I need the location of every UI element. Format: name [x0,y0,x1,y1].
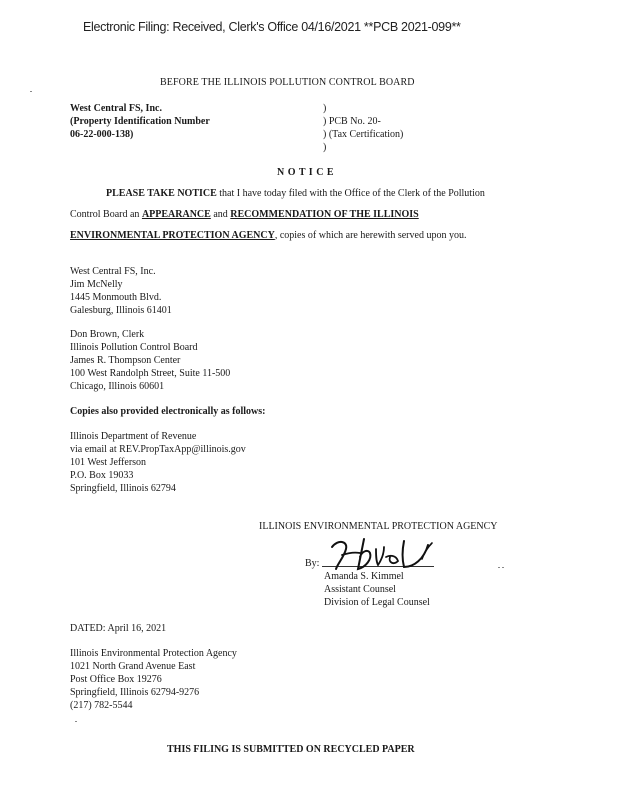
notice-title: N O T I C E [277,167,335,178]
notice-line-1-rest: that I have today filed with the Office of the Clerk of the Pollution [216,188,485,199]
address-line: Springfield, Illinois 62794 [70,483,176,494]
address-line: 100 West Randolph Street, Suite 11-500 [70,368,231,379]
notice-line-3 [70,229,466,242]
address-line: 101 West Jefferson [70,457,147,468]
address-line: P.O. Box 19033 [70,470,134,481]
address-line: Springfield, Illinois 62794-9276 [70,687,200,698]
caption-paren-2: ) [323,142,327,153]
address-line: via email at REV.PropTaxApp@illinois.gov [70,444,246,455]
notice-line-2-mid: and [210,209,231,220]
pin-number: 06-22-000-138) [70,129,134,140]
address-line: Illinois Department of Revenue [70,431,197,442]
address-line: 1445 Monmouth Blvd. [70,292,162,303]
caption-paren-1: ) [323,103,327,114]
signatory-name: Amanda S. Kimmel [324,571,404,582]
scan-speck [75,721,77,722]
agency-doc-title: ENVIRONMENTAL PROTECTION AGENCY [70,230,275,241]
address-line: 1021 North Grand Avenue East [70,661,196,672]
address-line: Illinois Pollution Control Board [70,342,198,353]
address-line: Don Brown, Clerk [70,329,145,340]
scan-speck [502,567,504,568]
filing-stamp: Electronic Filing: Received, Clerk's Office 04/16/2021 **PCB 2021-099** [83,20,461,34]
address-line: Galesburg, Illinois 61401 [70,305,172,316]
address-line: James R. Thompson Center [70,355,181,366]
scan-speck [30,91,32,92]
by-label: By: [305,558,320,569]
notice-line-3-rest: , copies of which are herewith served upon you. [274,230,467,241]
scan-speck [498,567,500,568]
board-heading: BEFORE THE ILLINOIS POLLUTION CONTROL BOARD [160,77,415,88]
copies-heading: Copies also provided electronically as follows: [70,406,266,417]
address-block-clerk [70,328,230,393]
pin-label: (Property Identification Number [70,116,210,127]
address-line: (217) 782-5544 [70,700,133,711]
agency-name: ILLINOIS ENVIRONMENTAL PROTECTION AGENCY [259,521,498,532]
signatory-title: Assistant Counsel [324,584,396,595]
notice-line-1 [106,187,485,200]
notice-line-2-pre: Control Board an [70,209,142,220]
dated-line: DATED: April 16, 2021 [70,623,167,634]
notice-line-2 [70,208,419,221]
address-line: Illinois Environmental Protection Agency [70,648,237,659]
recommendation-doc-title: RECOMMENDATION OF THE ILLINOIS [230,209,419,220]
appearance-doc-title: APPEARANCE [141,209,211,220]
address-line: Jim McNelly [70,279,123,290]
tax-certification: ) (Tax Certification) [323,129,404,140]
address-block-revenue [70,430,246,495]
address-line: West Central FS, Inc. [70,266,156,277]
address-line: Chicago, Illinois 60601 [70,381,165,392]
address-block-agency [70,647,237,712]
party-name: West Central FS, Inc. [70,103,162,114]
signatory-division: Division of Legal Counsel [324,597,430,608]
address-line: Post Office Box 19276 [70,674,162,685]
pcb-number: ) PCB No. 20- [323,116,381,127]
recycled-paper-footer: THIS FILING IS SUBMITTED ON RECYCLED PAPER [167,744,415,755]
please-take-notice: PLEASE TAKE NOTICE [106,188,217,199]
address-block-petitioner [70,265,172,317]
